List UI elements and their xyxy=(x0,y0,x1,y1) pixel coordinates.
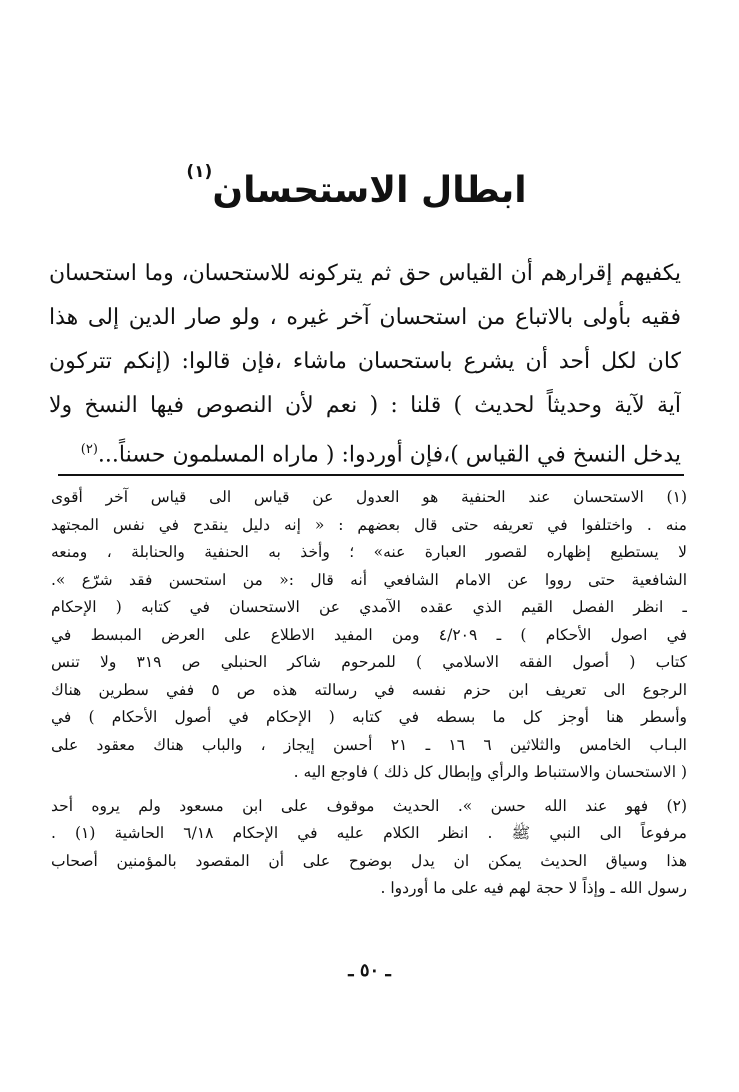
footnote-line: ـ انظر الفصل القيم الذي عقده الآمدي عن الاستحسان في كتابه ( الإحكام xyxy=(51,598,687,616)
main-text xyxy=(49,252,681,472)
footnote-line: الشافعية حتى رووا عن الامام الشافعي أنه قال :« من استحسن فقد شرّع ». xyxy=(51,570,687,589)
page-number: ـ ٥٠ ـ xyxy=(348,960,391,981)
chapter-heading xyxy=(0,162,739,211)
footnote-line: (١) الاستحسان عند الحنفية هو العدول عن قياس الى قياس آخر أقوى xyxy=(51,488,687,506)
footnote-2 xyxy=(51,793,687,903)
footnote-line: في اصول الأحكام ) ـ ٤/٢٠٩ ومن المفيد الاطلاع على العرض المبسط في xyxy=(51,625,687,644)
chapter-title-footnote-ref: (١) xyxy=(186,162,213,182)
footnote-ref-2: (٢) xyxy=(80,442,98,457)
footnote-line: لا يستطيع إظهاره لقصور العبارة عنه» ؛ وأخذ به الحنفية والحنابلة ، ومنعه xyxy=(51,543,687,561)
footnote-line: (٢) فهو عند الله حسن ». الحديث موقوف على ابن مسعود ولم يروه أحد xyxy=(51,796,687,815)
main-text-line: كان لكل أحد أن يشرع باستحسان ماشاء ،فإن قالوا: (إنكم تتركون xyxy=(49,349,681,374)
chapter-title-text: ابطال الاستحسان xyxy=(212,170,527,211)
footnote-line: هذا وسياق الحديث يمكن ان يدل بوضوح على أن المقصود بالمؤمنين أصحاب xyxy=(51,851,687,870)
main-text-line: آية لآية وحديثاً لحديث ) قلنا : ( نعم لأن النصوص فيها النسخ ولا xyxy=(49,393,681,418)
main-text-line-content: يدخل النسخ في القياس )،فإن أوردوا: ( ماراه المسلمون حسناً... xyxy=(97,442,681,468)
footnote-line: كتاب ( أصول الفقه الاسلامي ) للمرحوم شاكر الحنبلي ص ٣١٩ ولا تنس xyxy=(51,653,687,671)
footnote-1 xyxy=(51,484,687,787)
footnote-line: وأسطر هنا أوجز كل ما بسطه في كتابه ( الإحكام في أصول الأحكام ) في xyxy=(51,708,687,726)
footnote-line: البـاب الخامس والثلاثين ٦ ١٦ ـ ٢١ أحسن إيجاز ، والباب هناك معقود على xyxy=(51,735,687,754)
footnote-line: رسول الله ـ وإذاً لا حجة لهم فيه على ما أوردوا . xyxy=(380,879,687,897)
main-text-line: فقيه بأولى بالاتباع من استحسان آخر غيره ، ولو صار الدين إلى هذا xyxy=(49,305,681,330)
footnote-line: مرفوعاً الى النبي ﷺ . انظر الكلام عليه في الإحكام ٦/١٨ الحاشية (١) . xyxy=(51,824,687,842)
main-text-line: يكفيهم إقرارهم أن القياس حق ثم يتركونه للاستحسان، وما استحسان xyxy=(49,261,681,286)
footnote-line: الرجوع الى تعريف ابن حزم نفسه في رسالته هذه ص ٥ ففي سطرين هناك xyxy=(51,680,687,699)
footnote-separator xyxy=(58,474,684,476)
main-text-line xyxy=(49,428,681,472)
footnote-line: منه . واختلفوا في تعريفه حتى قال بعضهم : « إنه دليل ينقدح في نفس المجتهد xyxy=(51,515,687,534)
footnote-line: ( الاستحسان والاستنباط والرأي وإبطال كل ذلك ) فاوجع اليه . xyxy=(293,763,687,781)
footnotes xyxy=(51,484,687,903)
chapter-title xyxy=(186,162,527,211)
